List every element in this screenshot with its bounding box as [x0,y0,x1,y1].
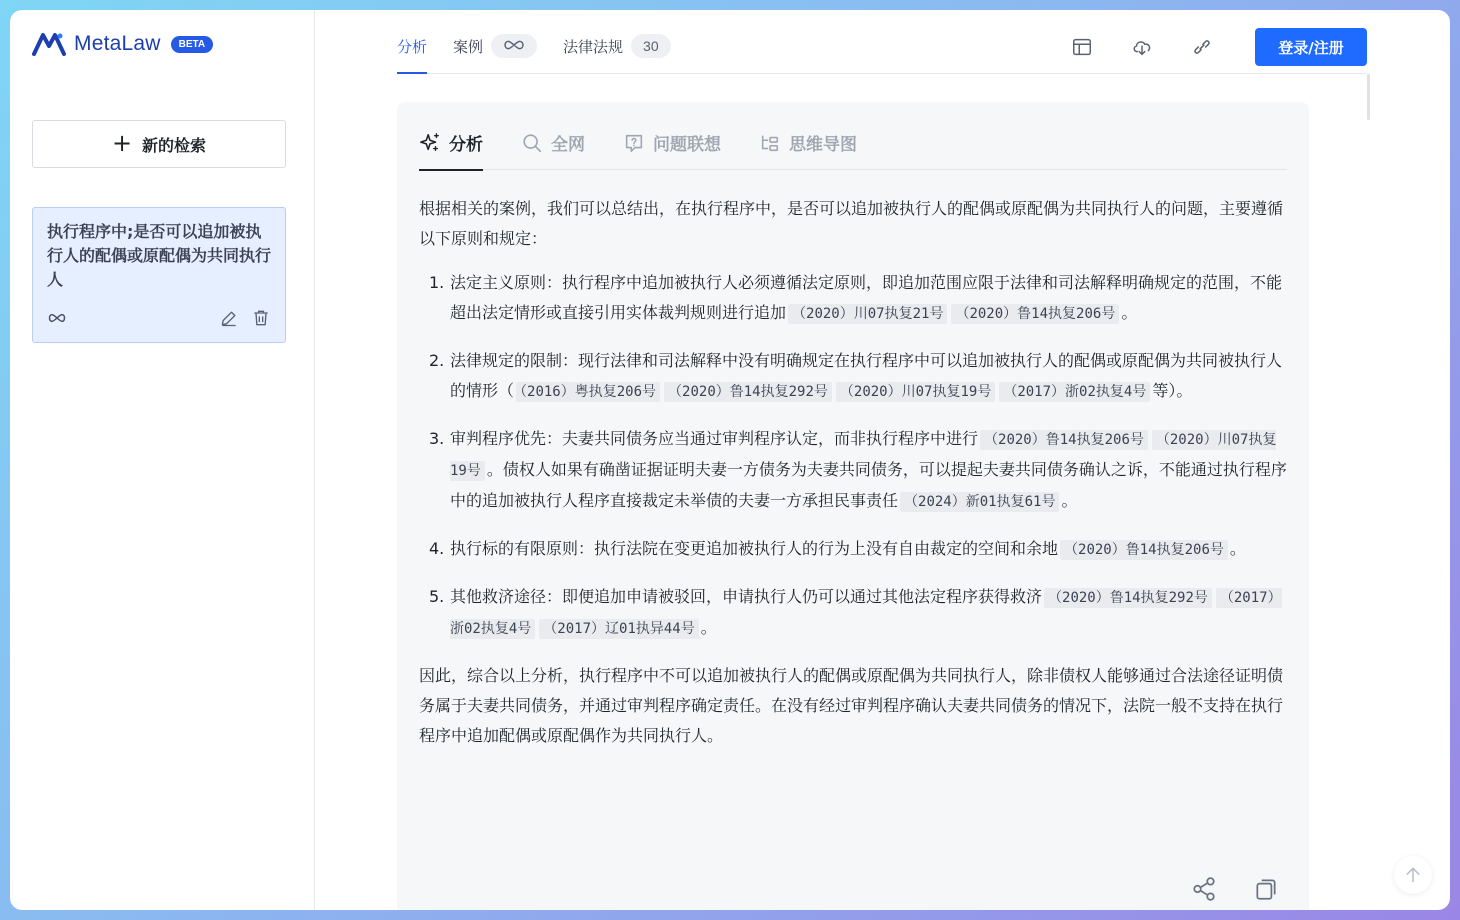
case-reference[interactable]: （2020）川07执复19号 [836,382,995,402]
question-bubble-icon [623,132,645,154]
table-icon[interactable] [1071,36,1093,58]
history-item-actions [47,308,271,328]
main-panel [315,10,1450,910]
list-item [419,346,1287,407]
infinity-icon [503,39,525,51]
list-item [419,268,1287,329]
item-text: 其他救济途径：即便追加申请被驳回，申请执行人仍可以通过其他法定程序获得救济 [450,587,1043,606]
answer-conclusion: 因此，综合以上分析，执行程序中不可以追加被执行人的配偶或原配偶为共同执行人，除非债权人能够通过合法途径证明债务属于夫妻共同债务，并通过审判程序确定责任。在没有经过审判程序确认夫妻共同债务的情况下，法院一般不支持在执行程序中追加配偶或原配偶作为共同执行人。 [419,666,1284,745]
item-tail: 。 [1121,303,1138,322]
new-search-button[interactable] [32,120,286,168]
edit-icon[interactable] [219,308,239,328]
history-item-title: 执行程序中;是否可以追加被执行人的配偶或原配偶为共同执行人 [47,222,272,289]
mindmap-icon [759,132,781,154]
item-text-continued: 。债权人如果有确凿证据证明夫妻一方债务为夫妻共同债务，可以提起夫妻共同债务确认之诉，不能通过执行程序中的追加被执行人程序直接裁定未举债的夫妻一方承担民事责任 [450,460,1287,510]
infinity-icon [47,308,67,328]
answer-intro: 根据相关的案例，我们可以总结出，在执行程序中，是否可以追加被执行人的配偶或原配偶为共同执行人的问题，主要遵循以下原则和规定： [419,199,1284,248]
beta-badge: BETA [171,36,213,53]
answer-content [419,194,1287,765]
answer-card [397,102,1309,910]
list-item [419,534,1287,565]
cases-count-badge [491,34,537,58]
scrollbar[interactable] [1367,74,1370,120]
case-reference[interactable]: （2020）鲁14执复206号 [951,304,1119,324]
back-to-top-button[interactable] [1394,856,1432,894]
app-window [10,10,1450,910]
item-tail: 等）。 [1152,381,1193,400]
tab-label: 分析 [397,37,428,56]
share-icon[interactable] [1191,876,1217,902]
item-tail: 。 [700,618,717,637]
search-icon [521,132,543,154]
item-tail: 。 [1061,491,1078,510]
download-cloud-icon[interactable] [1131,36,1153,58]
tab-label: 全网 [551,135,585,155]
logo[interactable] [32,32,213,56]
arrow-up-icon [1403,865,1423,885]
case-reference[interactable]: （2017）浙02执复4号 [450,590,1282,637]
case-reference[interactable]: （2020）鲁14执复292号 [664,382,832,402]
top-tabs [397,32,671,60]
case-reference[interactable]: （2017）辽01执异44号 [539,619,698,639]
top-actions [1071,28,1367,66]
tab-answer-mindmap[interactable] [759,116,857,170]
tab-cases[interactable] [453,32,537,60]
list-item [419,582,1287,644]
item-number: 4. [429,539,445,558]
tab-label: 思维导图 [789,135,857,155]
tab-answer-related-questions[interactable] [623,116,721,170]
tab-label: 问题联想 [653,135,721,155]
case-reference[interactable]: （2020）鲁14执复206号 [980,430,1148,450]
topbar [397,10,1367,74]
case-reference[interactable]: （2020）川07执复19号 [450,432,1277,479]
sparkle-icon [419,132,441,154]
item-tail: 。 [1229,539,1246,558]
new-search-label: 新的检索 [142,135,207,155]
history-item[interactable] [32,207,286,343]
answer-tabs [419,116,1287,170]
item-text: 审判程序优先：夫妻共同债务应当通过审判程序认定，而非执行程序中进行 [450,429,979,448]
case-reference[interactable]: （2016）粤执复206号 [516,382,660,402]
tab-answer-analysis[interactable] [419,116,483,170]
trash-icon[interactable] [251,308,271,328]
brand-name: MetaLaw [74,32,161,55]
item-text: 法定主义原则：执行程序中追加被执行人必须遵循法定原则，即追加范围应限于法律和司法解释明确规定的范围，不能超出法定情形或直接引用实体裁判规则进行追加 [450,273,1283,322]
item-text: 法律规定的限制：现行法律和司法解释中没有明确规定在执行程序中可以追加被执行人的配偶或原配偶为共同被执行人的情形（ [450,351,1283,400]
laws-count-badge: 30 [631,34,671,58]
copy-icon[interactable] [1253,876,1279,902]
plus-icon: + [111,129,133,157]
login-register-button[interactable]: 登录/注册 [1255,28,1367,66]
item-number: 5. [429,587,445,606]
sidebar [10,10,315,910]
tab-label: 案例 [453,37,484,56]
list-item [419,424,1287,517]
tab-analysis[interactable] [397,32,427,60]
tab-answer-web[interactable] [521,116,585,170]
metalaw-logo-icon [32,32,66,56]
item-number: 3. [429,429,445,448]
case-reference[interactable]: （2020）鲁14执复206号 [1060,540,1228,560]
item-number: 1. [429,273,445,292]
item-number: 2. [429,351,445,370]
case-reference[interactable]: （2020）川07执复21号 [788,304,947,324]
tab-label: 分析 [449,135,483,155]
link-icon[interactable] [1191,36,1213,58]
case-reference[interactable]: （2024）新01执复61号 [900,492,1059,512]
tab-laws[interactable] [563,32,671,60]
item-text: 执行标的有限原则：执行法院在变更追加被执行人的行为上没有自由裁定的空间和余地 [450,539,1059,558]
answer-footer-actions [1191,876,1279,902]
case-reference[interactable]: （2020）鲁14执复292号 [1044,588,1212,608]
answer-list [419,268,1287,644]
case-reference[interactable]: （2017）浙02执复4号 [999,382,1150,402]
tab-label: 法律法规 [563,37,624,56]
